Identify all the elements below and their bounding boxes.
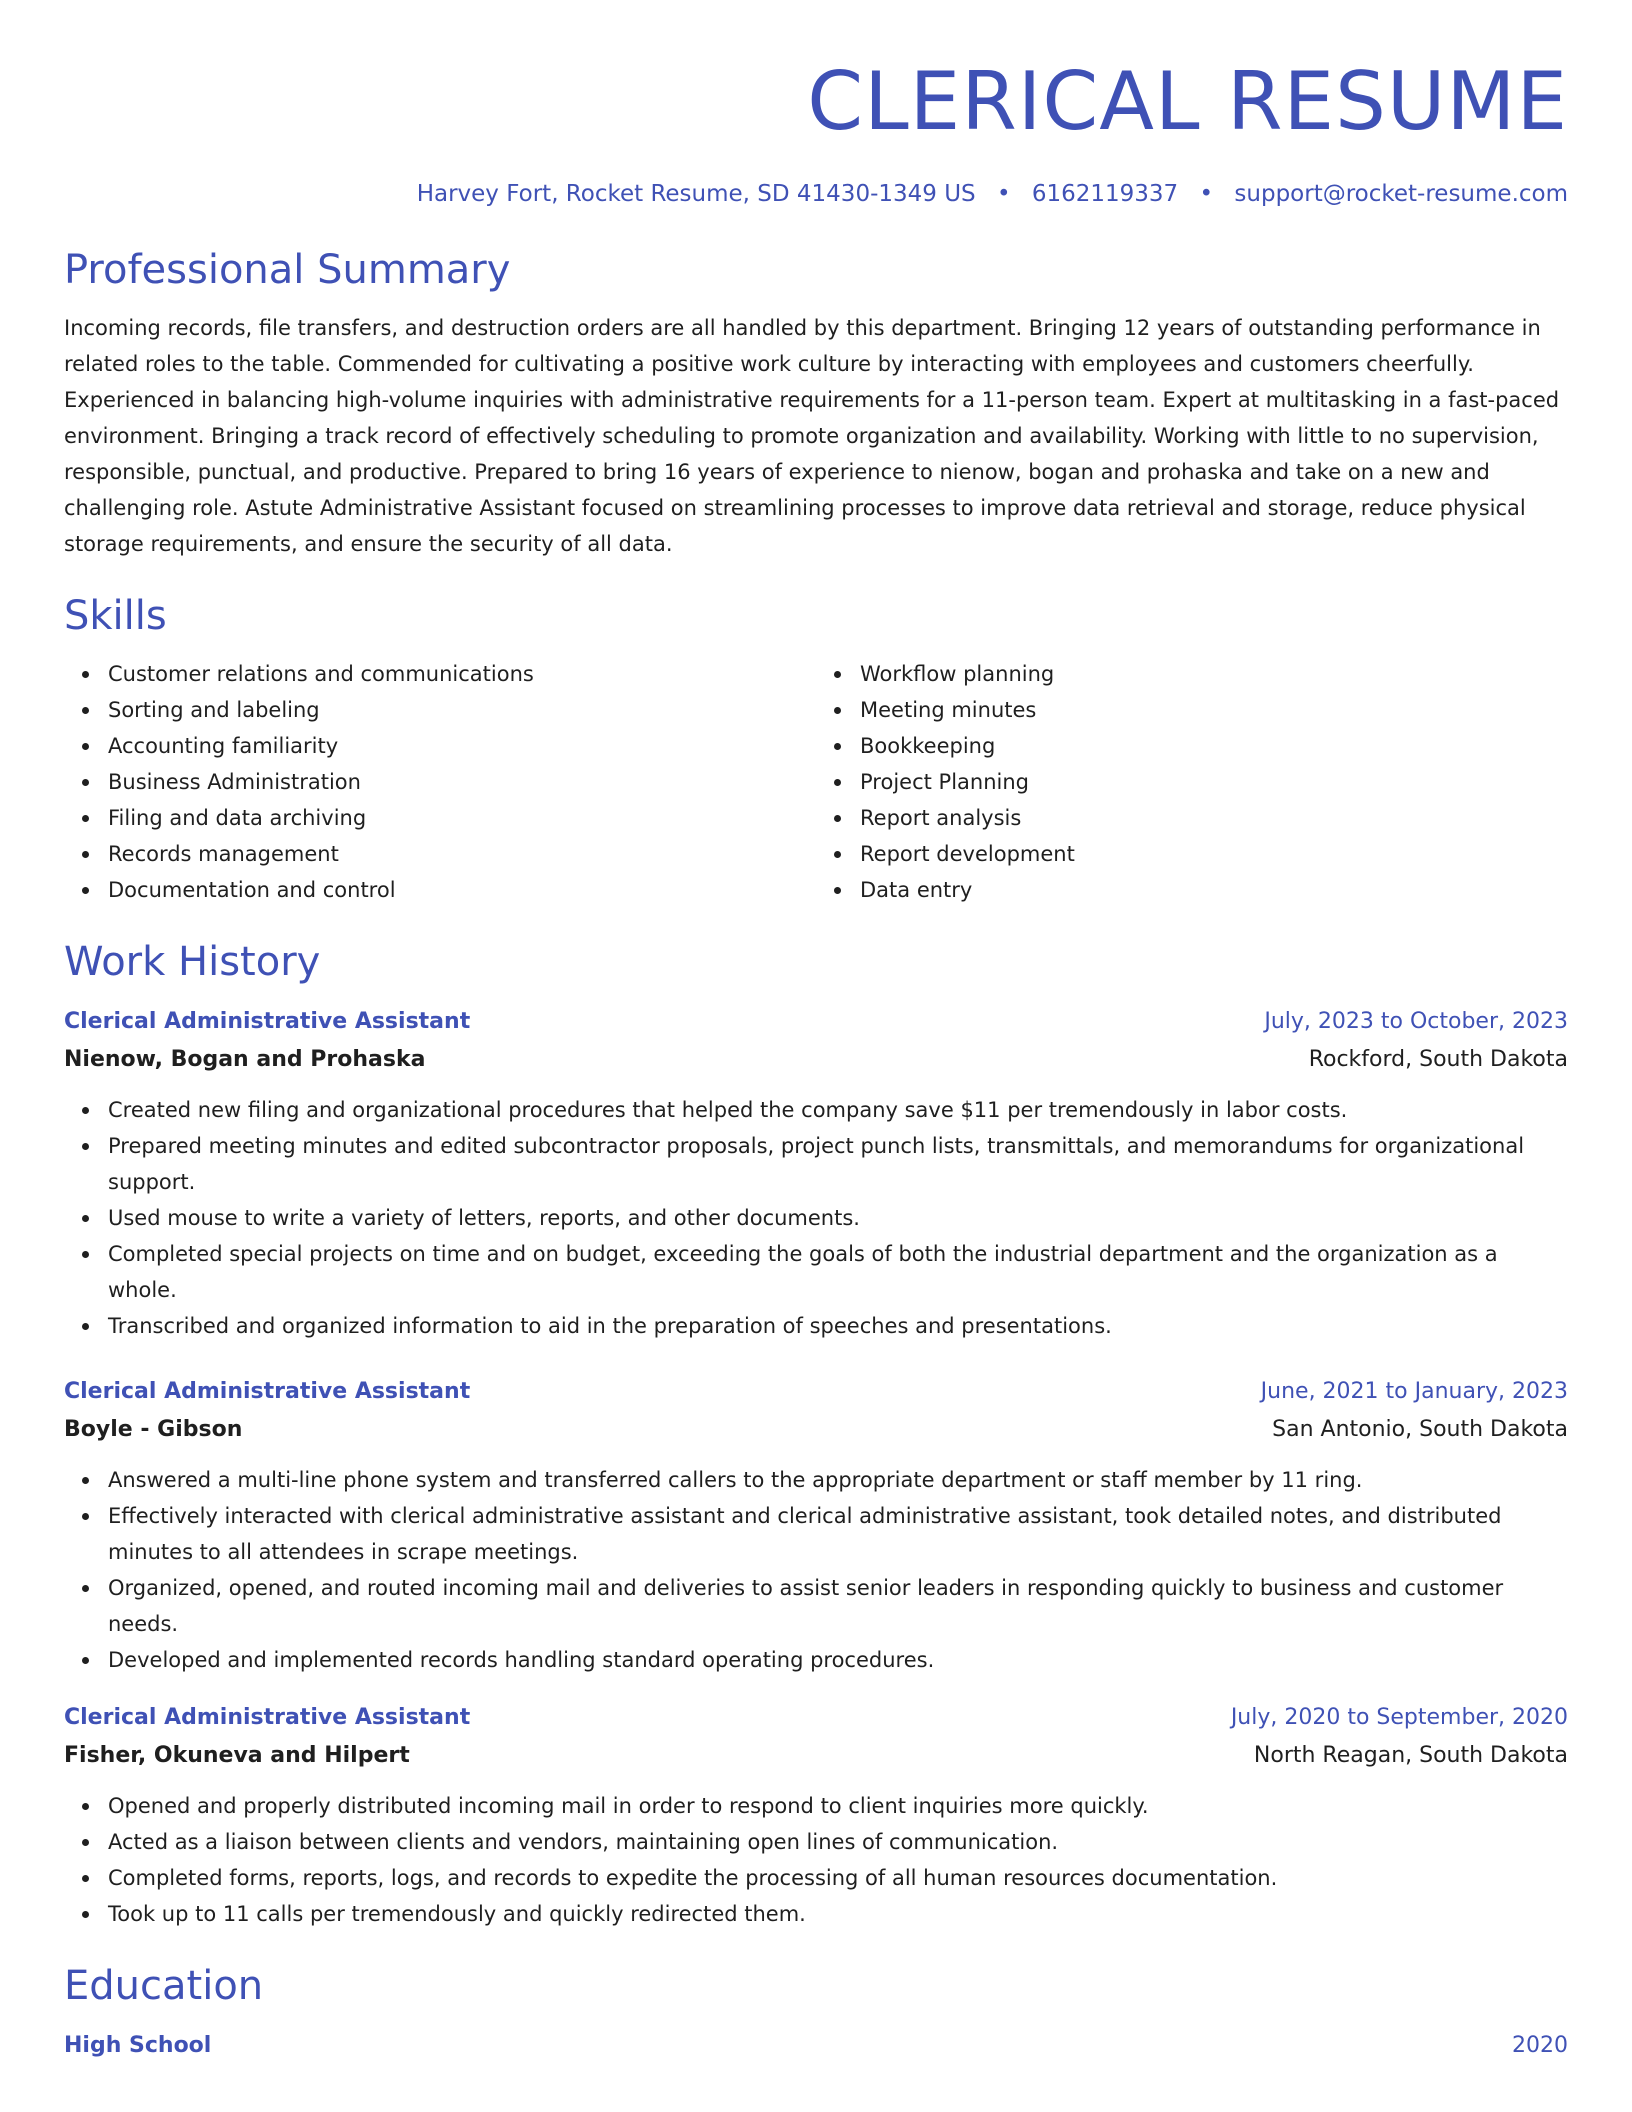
skill-item: Sorting and labeling	[108, 692, 816, 728]
skill-item: Data entry	[860, 872, 1568, 908]
job-bullet: Transcribed and organized information to aid in the preparation of speeches and presentations.	[108, 1308, 1568, 1344]
job-bullet: Used mouse to write a variety of letters, reports, and other documents.	[108, 1200, 1568, 1236]
job-company-row	[64, 1040, 1568, 1080]
job-company-row	[64, 1410, 1568, 1450]
contact-email[interactable]: support@rocket-resume.com	[1234, 181, 1568, 207]
job-bullets	[64, 1462, 1568, 1678]
skill-item: Report analysis	[860, 800, 1568, 836]
job-bullet: Effectively interacted with clerical administrative assistant and clerical administrative assistant, took detailed notes, and distributed minutes to all attendees in scrape meetings.	[108, 1498, 1568, 1570]
skills-grid	[64, 656, 1568, 908]
job-title: Clerical Administrative Assistant	[64, 1705, 471, 1730]
section-heading-education: Education	[64, 1963, 264, 2009]
contact-separator: •	[996, 181, 1011, 207]
job-bullet: Created new filing and organizational procedures that helped the company save $11 per tremendously in labor costs.	[108, 1092, 1568, 1128]
section-heading-work-history: Work History	[64, 939, 321, 985]
skill-item: Filing and data archiving	[108, 800, 816, 836]
job-company: Fisher, Okuneva and Hilpert	[64, 1743, 410, 1768]
job-entry	[64, 1700, 1568, 1932]
skill-item: Meeting minutes	[860, 692, 1568, 728]
job-bullet: Prepared meeting minutes and edited subcontractor proposals, project punch lists, transmittals, and memorandums for organizational support.	[108, 1128, 1568, 1200]
contact-separator: •	[1199, 181, 1214, 207]
job-company: Nienow, Bogan and Prohaska	[64, 1047, 426, 1072]
skill-item: Documentation and control	[108, 872, 816, 908]
skill-item: Accounting familiarity	[108, 728, 816, 764]
job-title: Clerical Administrative Assistant	[64, 1009, 471, 1034]
job-bullet: Answered a multi-line phone system and transferred callers to the appropriate department or staff member by 11 ring.	[108, 1462, 1568, 1498]
skill-item: Project Planning	[860, 764, 1568, 800]
work-history-section	[64, 936, 1568, 1932]
education-section	[64, 1960, 1568, 2064]
job-bullet: Completed special projects on time and on budget, exceeding the goals of both the industrial department and the organization as a whole.	[108, 1236, 1568, 1308]
skill-item: Business Administration	[108, 764, 816, 800]
job-company: Boyle - Gibson	[64, 1417, 243, 1442]
job-header-row	[64, 1374, 1568, 1410]
section-heading-summary: Professional Summary	[64, 247, 511, 293]
job-bullet: Opened and properly distributed incoming mail in order to respond to client inquiries more quickly.	[108, 1788, 1568, 1824]
job-dates: July, 2020 to September, 2020	[1230, 1705, 1568, 1730]
summary-text: Incoming records, file transfers, and destruction orders are all handled by this department. Bringing 12 years of outstanding performance in related roles to the table. Commended for cultivating a positive work culture by interacting with employees and customers cheerfully. Experienced in balancing high-volume inquiries with administrative requirements for a 11-person team. Expert at multitasking in a fast-paced environment. Bringing a track record of effectively scheduling to promote organization and availability. Working with little to no supervision, responsible, punctual, and productive. Prepared to bring 16 years of experience to nienow, bogan and prohaska and take on a new and challenging role. Astute Administrative Assistant focused on streamlining processes to improve data retrieval and storage, reduce physical storage requirements, and ensure the security of all data.	[64, 316, 1560, 556]
skill-item: Workflow planning	[860, 656, 1568, 692]
education-entry	[64, 2028, 1568, 2064]
job-bullet: Took up to 11 calls per tremendously and quickly redirected them.	[108, 1896, 1568, 1932]
job-bullets	[64, 1788, 1568, 1932]
job-bullet: Completed forms, reports, logs, and records to expedite the processing of all human resources documentation.	[108, 1860, 1568, 1896]
job-dates: June, 2021 to January, 2023	[1260, 1379, 1568, 1404]
section-heading-skills: Skills	[64, 593, 167, 639]
skills-section	[64, 590, 1568, 908]
contact-line	[64, 178, 1568, 210]
skill-item: Report development	[860, 836, 1568, 872]
job-dates: July, 2023 to October, 2023	[1264, 1009, 1568, 1034]
education-year: 2020	[1512, 2033, 1568, 2058]
job-company-row	[64, 1736, 1568, 1776]
job-entry	[64, 1374, 1568, 1678]
contact-address: Harvey Fort, Rocket Resume, SD 41430-1349 US	[416, 181, 976, 207]
job-header-row	[64, 1004, 1568, 1040]
skills-list-left	[64, 656, 816, 908]
skills-list-right	[816, 656, 1568, 908]
contact-phone: 6162119337	[1031, 181, 1179, 207]
job-bullets	[64, 1092, 1568, 1344]
job-location: San Antonio, South Dakota	[1272, 1417, 1568, 1442]
skill-item: Bookkeeping	[860, 728, 1568, 764]
education-degree: High School	[64, 2033, 212, 2058]
job-entry	[64, 1004, 1568, 1344]
job-location: Rockford, South Dakota	[1308, 1047, 1568, 1072]
resume-title: CLERICAL RESUME	[807, 55, 1568, 148]
job-bullet: Developed and implemented records handling standard operating procedures.	[108, 1642, 1568, 1678]
skill-item: Customer relations and communications	[108, 656, 816, 692]
job-bullet: Organized, opened, and routed incoming mail and deliveries to assist senior leaders in responding quickly to business and customer needs.	[108, 1570, 1568, 1642]
job-header-row	[64, 1700, 1568, 1736]
skill-item: Records management	[108, 836, 816, 872]
job-location: North Reagan, South Dakota	[1253, 1743, 1568, 1768]
job-title: Clerical Administrative Assistant	[64, 1379, 471, 1404]
job-bullet: Acted as a liaison between clients and vendors, maintaining open lines of communication.	[108, 1824, 1568, 1860]
